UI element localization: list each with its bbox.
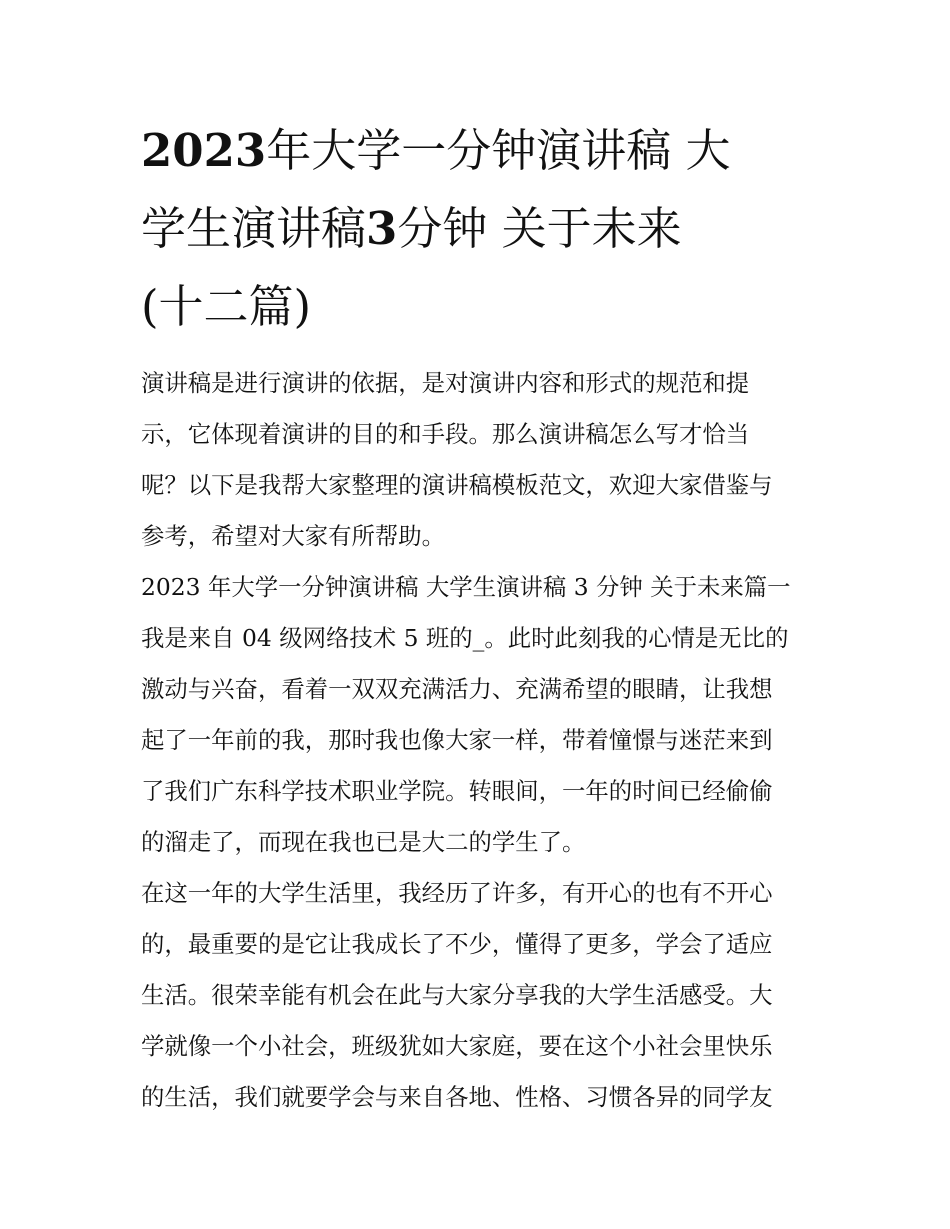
text-line: 的生活，我们就要学会与来自各地、性格、习惯各异的同学友 <box>141 1083 773 1111</box>
text-line: 的溜走了，而现在我也已是大二的学生了。 <box>141 828 586 856</box>
document-page <box>141 112 813 1123</box>
text-line: 2023 年大学一分钟演讲稿 大学生演讲稿 3 分钟 关于未来篇一 <box>141 573 791 601</box>
title-text-2b: 分钟 关于未来 <box>397 202 682 255</box>
title-text-2a: 学生演讲稿 <box>141 202 367 255</box>
title-line-3 <box>141 268 813 346</box>
title-line-2 <box>141 190 813 268</box>
text-line: 呢？以下是我帮大家整理的演讲稿模板范文，欢迎大家借鉴与 <box>141 471 773 499</box>
text-line: 参考，希望对大家有所帮助。 <box>141 522 446 550</box>
title-number: 3 <box>366 202 398 255</box>
text-line: 的，最重要的是它让我成长了不少，懂得了更多，学会了适应 <box>141 930 773 958</box>
text-line: 学就像一个小社会，班级犹如大家庭，要在这个小社会里快乐 <box>141 1032 773 1060</box>
body-paragraph-2 <box>141 868 813 1123</box>
document-body <box>141 358 813 1123</box>
section-heading <box>141 562 813 613</box>
text-line: 了我们广东科学技术职业学院。转眼间，一年的时间已经偷偷 <box>141 777 773 805</box>
text-line: 在这一年的大学生活里，我经历了许多，有开心的也有不开心 <box>141 879 773 907</box>
title-year: 2023 <box>141 124 267 177</box>
text-line: 生活。很荣幸能有机会在此与大家分享我的大学生活感受。大 <box>141 981 773 1009</box>
body-paragraph-1 <box>141 613 813 868</box>
title-text-3: (十二篇) <box>141 280 312 333</box>
text-line: 激动与兴奋，看着一双双充满活力、充满希望的眼睛，让我想 <box>141 675 773 703</box>
intro-paragraph <box>141 358 813 562</box>
title-text-1: 年大学一分钟演讲稿 大 <box>266 124 731 177</box>
text-line: 起了一年前的我，那时我也像大家一样，带着憧憬与迷茫来到 <box>141 726 773 754</box>
document-title <box>141 112 813 346</box>
text-line: 演讲稿是进行演讲的依据，是对演讲内容和形式的规范和提 <box>141 369 750 397</box>
title-line-1 <box>141 112 813 190</box>
text-line: 我是来自 04 级网络技术 5 班的_。此时此刻我的心情是无比的 <box>141 624 789 652</box>
text-line: 示，它体现着演讲的目的和手段。那么演讲稿怎么写才恰当 <box>141 420 750 448</box>
